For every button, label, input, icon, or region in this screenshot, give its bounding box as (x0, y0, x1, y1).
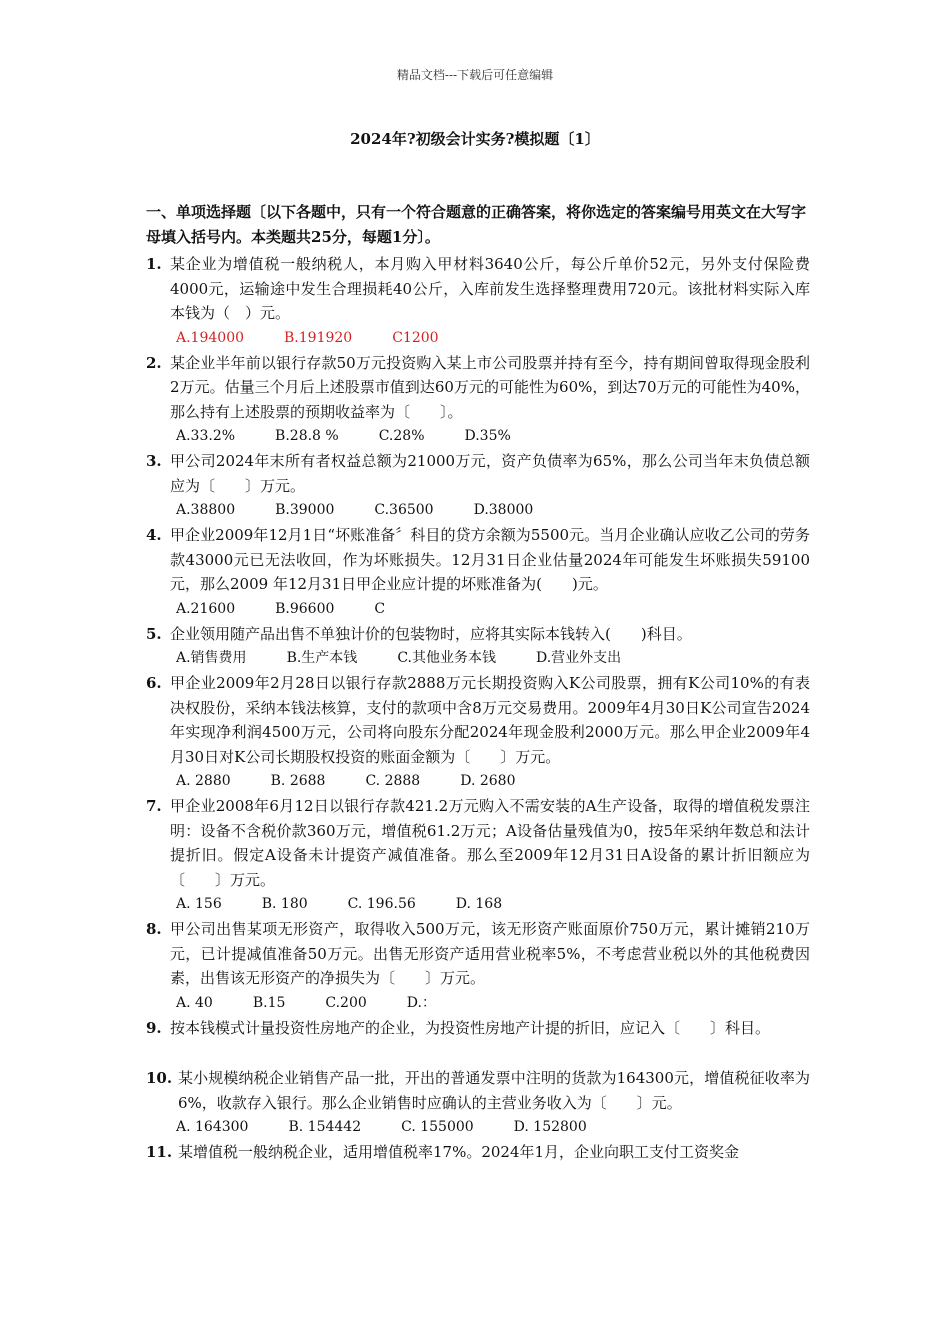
option: B.96600 (275, 600, 335, 617)
question-item (146, 1016, 810, 1041)
question-text: 甲企业2009年12月1日“坏账准备〞科目的贷方余额为5500元。当月企业确认应收乙公司的劳务款43000元已无法收回，作为坏账损失。12月31日企业估量2024年可能发生坏账损失59100元，那么2009 年12月31日甲企业应计提的坏账准备为( )元。 (170, 526, 810, 593)
option: D. 2680 (460, 773, 516, 789)
option: A.194000 (176, 329, 245, 346)
question-item (146, 622, 810, 647)
question-item (146, 1140, 810, 1165)
question-text: 某小规模纳税企业销售产品一批，开出的普通发票中注明的货款为164300元，增值税征收率为6%，收款存入银行。那么企业销售时应确认的主营业务收入为〔 〕元。 (178, 1069, 810, 1112)
option: D.35% (464, 428, 511, 444)
option: C (374, 600, 386, 617)
option: A. 156 (176, 896, 222, 912)
question-item (146, 252, 810, 326)
option: C1200 (392, 329, 439, 346)
question-text: 某企业半年前以银行存款50万元投资购入某上市公司股票并持有至今，持有期间曾取得现金股利2万元。估量三个月后上述股票市值到达60万元的可能性为60%，到达70万元的可能性为40%，那么持有上述股票的预期收益率为〔 〕。 (170, 353, 810, 421)
question-text: 某增值税一般纳税企业，适用增值税率17%。2024年1月，企业向职工支付工资奖金 (178, 1143, 740, 1161)
question-item (146, 917, 810, 991)
question-text: 甲企业2009年2月28日以银行存款2888万元长期投资购入K公司股票，拥有K公司10%的有表决权股份，采纳本钱法核算，支付的款项中含8万元交易费用。2009年4月30日K公司宣告2024年实现净利润4500万元，公司将向股东分配2024年现金股利2000万元。那么甲企业2009年4月30日对K公司长期股权投资的账面金额为〔 〕万元。 (170, 674, 810, 766)
option: B.191920 (284, 329, 353, 346)
question-number: 5. (146, 624, 162, 643)
question-number: 6. (146, 674, 162, 692)
option: C.36500 (374, 502, 434, 518)
question-number: 11. (146, 1143, 173, 1161)
option: A.38800 (176, 502, 236, 518)
option: B. 2688 (270, 773, 326, 789)
option: B.15 (252, 994, 286, 1011)
option: C. 2888 (365, 773, 421, 789)
question-number: 7. (146, 797, 162, 815)
option-row (146, 892, 810, 917)
question-item (146, 523, 810, 597)
page-header: 精品文档---下载后可任意编辑 (396, 68, 554, 82)
option: C. 155000 (401, 1119, 474, 1135)
question-number: 2. (146, 353, 162, 372)
option: C.其他业务本钱 (397, 650, 496, 666)
question-text: 按本钱模式计量投资性房地产的企业，为投资性房地产计提的折旧，应记入〔 〕科目。 (170, 1018, 771, 1037)
spacer (146, 1040, 810, 1066)
option: C.28% (378, 428, 425, 444)
document-title: 2024年?初级会计实务?模拟题〔1〕 (350, 130, 600, 148)
question-number: 9. (146, 1018, 162, 1037)
option: A.21600 (176, 600, 236, 617)
option-row (146, 326, 810, 351)
option: D. 168 (455, 896, 503, 912)
option: B.39000 (275, 502, 335, 518)
option-row (146, 1115, 810, 1140)
question-text: 甲企业2008年6月12日以银行存款421.2万元购入不需安装的A生产设备，取得的增值税发票注明：设备不含税价款360万元，增值税61.2万元；A设备估量残值为0，按5年采纳年数总和法计提折旧。假定A设备未计提资产减值准备。那么至2009年12月31日A设备的累计折旧额应为〔 〕万元。 (170, 797, 810, 889)
option: D.： (406, 994, 436, 1011)
option-row (146, 646, 810, 671)
option: A. 2880 (176, 773, 231, 789)
question-number: 10. (146, 1069, 173, 1087)
option: A.33.2% (176, 428, 236, 444)
option: B.生产本钱 (286, 650, 358, 666)
question-item (146, 671, 810, 769)
question-text: 企业领用随产品出售不单独计价的包装物时，应将其实际本钱转入( )科目。 (170, 624, 692, 643)
option: C.200 (325, 994, 367, 1011)
question-text: 甲公司2024年末所有者权益总额为21000万元，资产负债率为65%，那么公司当年末负债总额应为〔 〕万元。 (170, 452, 810, 495)
option-row (146, 498, 810, 523)
option-row (146, 991, 810, 1016)
option: D.营业外支出 (535, 650, 622, 666)
question-number: 3. (146, 452, 162, 470)
option-row (146, 424, 810, 449)
option-row (146, 597, 810, 622)
option: A. 40 (176, 994, 213, 1011)
question-item (146, 1066, 810, 1115)
option: B.28.8 % (275, 428, 339, 444)
option: D.38000 (473, 502, 534, 518)
question-text: 某企业为增值税一般纳税人，本月购入甲材料3640公斤，每公斤单价52元，另外支付保险费4000元，运输途中发生合理损耗40公斤，入库前发生选择整理费用720元。该批材料实际入库本钱为（ ）元。 (170, 255, 810, 322)
option: A.销售费用 (176, 650, 247, 666)
question-number: 1. (146, 255, 162, 273)
option: A. 164300 (176, 1119, 249, 1135)
question-number: 8. (146, 920, 162, 938)
question-list (146, 252, 810, 1165)
option: C. 196.56 (347, 896, 416, 912)
option: B. 180 (261, 896, 308, 912)
option: D. 152800 (513, 1119, 587, 1135)
question-item (146, 449, 810, 498)
section-heading: 一、单项选择题〔以下各题中，只有一个符合题意的正确答案，将你选定的答案编号用英文在大写字母填入括号内。本类题共25分，每题1分〕。 (146, 203, 807, 246)
option-row (146, 769, 810, 794)
question-text: 甲公司出售某项无形资产，取得收入500万元，该无形资产账面原价750万元，累计摊销210万元，已计提减值准备50万元。出售无形资产适用营业税率5%，不考虑营业税以外的其他税费因素，出售该无形资产的净损失为〔 〕万元。 (170, 920, 810, 987)
question-item (146, 794, 810, 892)
question-number: 4. (146, 526, 162, 544)
question-item (146, 351, 810, 425)
option: B. 154442 (288, 1119, 362, 1135)
